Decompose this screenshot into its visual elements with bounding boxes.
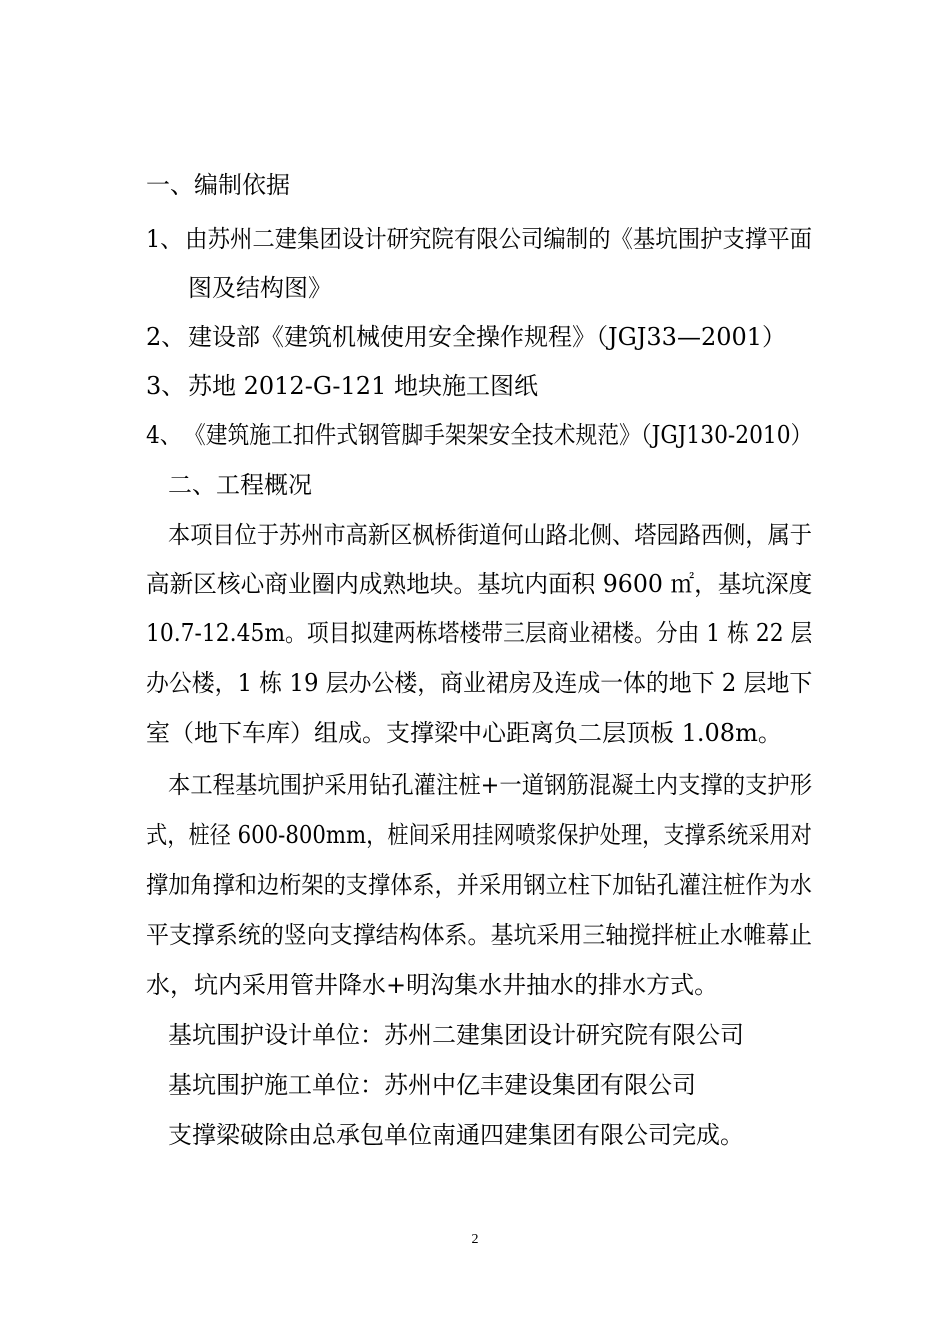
- paragraph-line: 本项目位于苏州市高新区枫桥街道何山路北侧、塔园路西侧，属于: [168, 521, 813, 549]
- design-unit-line: 基坑围护设计单位：苏州二建集团设计研究院有限公司: [168, 1021, 744, 1049]
- section1-heading: 一、编制依据: [146, 171, 290, 199]
- demolition-line: 支撑梁破除由总承包单位南通四建集团有限公司完成。: [168, 1121, 744, 1149]
- list-item-number: 2、: [146, 323, 186, 351]
- page-number: 2: [471, 1232, 479, 1247]
- section2-heading: 二、工程概况: [168, 471, 312, 499]
- paragraph-line: 水，坑内采用管井降水+明沟集水井抽水的排水方式。: [146, 971, 719, 999]
- list-item-text: 苏地 2012-G-121 地块施工图纸: [188, 372, 538, 400]
- paragraph-line: 室（地下车库）组成。支撑梁中心距离负二层顶板 1.08m。: [146, 719, 782, 747]
- paragraph-line: 高新区核心商业圈内成熟地块。基坑内面积 9600 ㎡，基坑深度: [146, 570, 813, 598]
- paragraph-line: 10.7-12.45m。项目拟建两栋塔楼带三层商业裙楼。分由 1 栋 22 层: [146, 619, 813, 647]
- paragraph-line: 撑加角撑和边桁架的支撑体系，并采用钢立柱下加钻孔灌注桩作为水: [146, 871, 812, 899]
- list-item-text: 由苏州二建集团设计研究院有限公司编制的《基坑围护支撑平面: [185, 225, 813, 253]
- paragraph-line: 办公楼，1 栋 19 层办公楼，商业裙房及连成一体的地下 2 层地下: [146, 669, 813, 697]
- list-item-continuation: 图及结构图》: [188, 274, 332, 302]
- list-item-number: 4、: [146, 421, 182, 449]
- list-item-number: 3、: [146, 372, 186, 400]
- list-item-number: 1、: [146, 225, 183, 253]
- list-item-text: 《建筑施工扣件式钢管脚手架架安全技术规范》（JGJ130-2010）: [184, 421, 813, 449]
- paragraph-line: 本工程基坑围护采用钻孔灌注桩+一道钢筋混凝土内支撑的支护形: [168, 771, 813, 799]
- list-item-text: 建设部《建筑机械使用安全操作规程》（JGJ33—2001）: [188, 323, 787, 351]
- paragraph-line: 平支撑系统的竖向支撑结构体系。基坑采用三轴搅拌桩止水帷幕止: [146, 921, 813, 949]
- paragraph-line: 式，桩径 600-800mm，桩间采用挂网喷浆保护处理，支撑系统采用对: [146, 821, 812, 849]
- construction-unit-line: 基坑围护施工单位：苏州中亿丰建设集团有限公司: [168, 1071, 696, 1099]
